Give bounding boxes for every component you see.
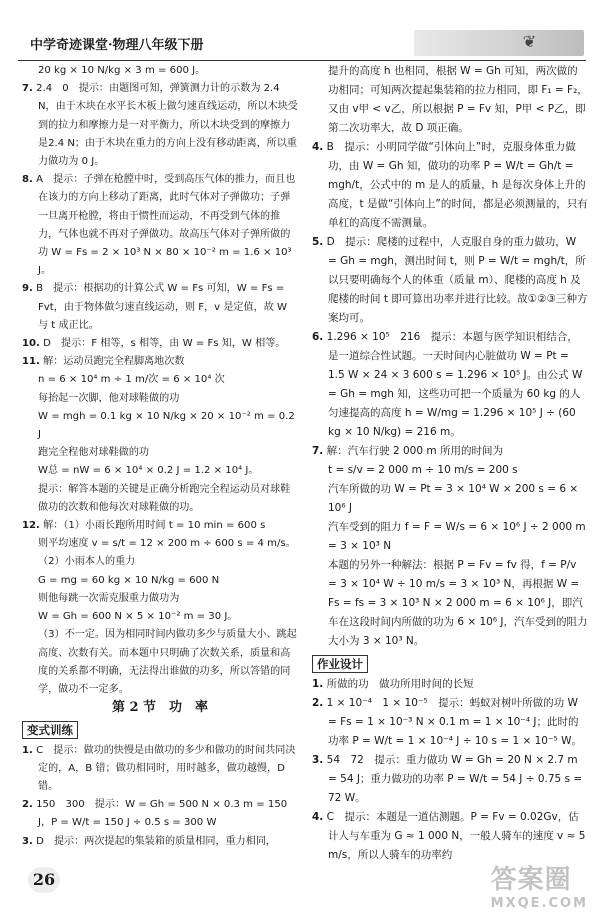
left-column xyxy=(22,62,298,851)
answer-item xyxy=(22,171,298,280)
answer-line: n = 6 × 10⁴ m ÷ 1 m/次 = 6 × 10⁴ 次 xyxy=(38,374,225,386)
answer-line: t = s/v = 2 000 m ÷ 10 m/s = 200 s xyxy=(328,464,518,476)
answer-line: （2）小雨本人的重力 xyxy=(38,556,136,568)
answer-item xyxy=(312,694,588,751)
item-number: 5. xyxy=(312,236,324,248)
item-text: 150 300 提示：W = Gh = 500 N × 0.3 m = 150 J，P = W/t = 150 J ÷ 0.5 s = 300 W xyxy=(36,799,288,829)
item-text: 2.4 0 提示：由题图可知，弹簧测力计的示数为 2.4 N，由于木块在水平长木板上做匀速直线运动，所以木块受到的拉力和摩擦力是一对平衡力，所以木块受到的摩擦力是2.4 N；由于木块在重力的方向上没有移动距离，所以重力做功为 0 J。 xyxy=(36,83,298,168)
answer-line: 20 kg × 10 N/kg × 3 m = 600 J。 xyxy=(38,65,206,76)
item-text: 1.296 × 10⁵ 216 提示：本题与医学知识相结合，是一道综合性试题。一天时间内心脏做功 W = Pt = 1.5 W × 24 × 3 600 s = 1.296 × 10⁵ J。由公式 W = Gh = mgh 知，这些功可把一个质量为 60 kg 的人匀速提高的高度 h = W/mg = 1.296 × 10⁵ J ÷ (60 kg × 10 N/kg) = 216 m。 xyxy=(326,331,583,438)
answer-line: 每抬起一次脚，他对球鞋做的功 xyxy=(38,392,180,404)
answer-item xyxy=(312,328,588,442)
item-number: 3. xyxy=(22,835,33,847)
answer-item xyxy=(22,335,298,353)
item-number: 4. xyxy=(312,811,324,823)
answer-line: W = Gh = 600 N × 5 × 10⁻² m = 30 J。 xyxy=(38,611,238,623)
answer-item xyxy=(22,280,298,335)
item-text: D 提示：两次提起的集装箱的质量相同，重力相同， xyxy=(36,835,277,847)
watermark xyxy=(491,859,588,911)
item-number: 1. xyxy=(22,744,33,756)
item-number: 4. xyxy=(312,141,324,153)
answer-item xyxy=(22,742,298,797)
item-number: 7. xyxy=(22,83,33,95)
section-title: 第 2 节 功 率 xyxy=(111,700,209,716)
answer-line: 提示：解答本题的关键是正确分析跑完全程运动员对球鞋做功的次数和他每次对球鞋做的功。 xyxy=(38,483,291,513)
item-text: B 提示：小明同学做“引体向上”时，克服身体重力做功，由 W = Gh 知，做功的功率 P = W/t = Gh/t = mgh/t，公式中的 m 是人的质量，h 是每次身体上升的高度，t 是做“引体向上”的时间，都是必须测量的，只有单杠的高度不需测量。 xyxy=(326,141,588,229)
watermark-url: MXQE.COM xyxy=(490,896,588,911)
answer-line: 跑完全程他对球鞋做的功 xyxy=(38,447,150,459)
butterfly-icon: ❦ xyxy=(522,32,536,51)
item-text: 解：（1）小雨长跑所用时间 t = 10 min = 600 s xyxy=(43,520,266,532)
answer-item xyxy=(312,138,588,233)
answer-item xyxy=(312,442,588,461)
item-number: 7. xyxy=(312,445,324,457)
item-text: B 提示：根据功的计算公式 W = Fs 可知，W = Fs = Fvt，由于物体做匀速直线运动，则 F，v 是定值，故 W 与 t 成正比。 xyxy=(36,283,287,331)
box-heading-row xyxy=(312,651,588,675)
item-text: 解：汽车行驶 2 000 m 所用的时间为 xyxy=(326,445,503,457)
book-title: 中学奇迹课堂·物理八年级下册 xyxy=(30,38,204,53)
page-number: 26 xyxy=(28,867,60,893)
watermark-text: 答案圈 xyxy=(490,865,572,895)
item-number: 9. xyxy=(22,283,33,295)
answer-line: 则他每跳一次需克服重力做功为 xyxy=(38,592,180,604)
answer-line: 汽车所做的功 W = Pt = 3 × 10⁴ W × 200 s = 6 × 10⁶ J xyxy=(328,483,579,514)
answer-line: 提升的高度 h 也相同，根据 W = Gh 可知，两次做的功相同；可知两次提起集装箱的拉力相同，即 F₁ = F₂，又由 v甲 < v乙，所以根据 P = Fv 知，P甲 < P乙，即第二次功率大，故 D 项正确。 xyxy=(328,65,588,134)
item-number: 2. xyxy=(312,697,324,709)
box-heading: 作业设计 xyxy=(312,655,368,673)
answer-line: W = mgh = 0.1 kg × 10 N/kg × 20 × 10⁻² m = 0.2 J xyxy=(38,410,295,441)
item-text: 所做的功 做功所用时间的长短 xyxy=(326,678,474,690)
item-number: 1. xyxy=(312,678,324,690)
item-text: 解：运动员跑完全程脚离地次数 xyxy=(43,356,185,368)
answer-line: 汽车受到的阻力 f = F = W/s = 6 × 10⁶ J ÷ 2 000 m = 3 × 10³ N xyxy=(328,521,586,552)
item-number: 8. xyxy=(22,174,33,186)
right-column xyxy=(312,62,588,865)
item-text: C 提示：做功的快慢是由做功的多少和做功的时间共同决定的，A，B 错；做功相同时，用时越多，做功越慢，D 错。 xyxy=(36,744,296,792)
item-text: D 提示：爬楼的过程中，人克服自身的重力做功，W = Gh = mgh，测出时间 t，则 P = W/t = mgh/t，所以只要明确每个人的体重（质量 m）、爬楼的高度 h 及爬楼的时间 t 即可算出功率并进行比较。故①②③三种方案均可。 xyxy=(326,236,588,324)
answer-item xyxy=(22,517,298,535)
answer-line: G = mg = 60 kg × 10 N/kg = 600 N xyxy=(38,574,220,586)
box-heading: 变式训练 xyxy=(22,721,78,739)
item-text: A 提示：子弹在枪膛中时，受到高压气体的推力，而且也在该力的方向上移动了距离，此时气体对子弹做功；子弹一旦离开枪膛，将由于惯性而运动，不再受到气体的推力，气体也就不再对子弹做功。故高压气体对子弹所做的功 W = Fs = 2 × 10³ N × 80 × 10⁻² m = 1.6 × 10³ J。 xyxy=(36,174,296,277)
item-text: 1 × 10⁻⁴ 1 × 10⁻⁵ 提示：蚂蚁对树叶所做的功 W = Fs = 1 × 10⁻³ N × 0.1 m = 1 × 10⁻⁴ J；此时的功率 P = W/t = 1 × 10⁻⁴ J ÷ 10 s = 1 × 10⁻⁵ W。 xyxy=(326,697,582,747)
item-text: 54 72 提示：重力做功 W = Gh = 20 N × 2.7 m = 54 J；重力做功的功率 P = W/t = 54 J ÷ 0.75 s = 72 W。 xyxy=(326,754,583,804)
answer-item xyxy=(22,796,298,832)
page-header xyxy=(18,30,586,61)
header-banner xyxy=(414,30,584,56)
answer-item xyxy=(312,808,588,865)
answer-line: 本题的另外一种解法：根据 P = Fv = fv 得，f = P/v = 3 × 10⁴ W ÷ 10 m/s = 3 × 10³ N，再根据 W = Fs = fs = 3 × 10³ N × 2 000 m = 6 × 10⁶ J，即汽车在这段时间内所做的功为 6 × 10⁶ J，汽车受到的阻力大小为 3 × 10³ N。 xyxy=(328,559,588,647)
answer-line: 则平均速度 v = s/t = 12 × 200 m ÷ 600 s = 4 m/s。 xyxy=(38,538,296,550)
item-number: 11. xyxy=(22,356,40,368)
item-number: 12. xyxy=(22,520,40,532)
item-number: 6. xyxy=(312,331,324,343)
answer-item xyxy=(22,80,298,171)
item-number: 10. xyxy=(22,338,40,350)
answer-item xyxy=(22,833,298,851)
answer-item xyxy=(312,675,588,694)
answer-line: （3）不一定。因为相同时间内做功多少与质量大小、跳起高度、次数有关。而本题中只明确了次数关系，质量和高度的关系都不明确，无法得出谁做的功多，所以答错的同学，做功不一定多。 xyxy=(38,629,297,695)
answer-line: W总 = nW = 6 × 10⁴ × 0.2 J = 1.2 × 10⁴ J。 xyxy=(38,465,259,477)
item-text: C 提示：本题是一道估测题。P = Fv = 0.02Gv，估计人与车重为 G ≈ 1 000 N，一般人骑车的速度 v ≈ 5 m/s，所以人骑车的功率约 xyxy=(326,811,586,861)
answer-item xyxy=(312,751,588,808)
box-heading-row xyxy=(22,717,298,741)
item-text: D 提示：F 相等，s 相等，由 W = Fs 知，W 相等。 xyxy=(43,338,286,350)
answer-item xyxy=(22,353,298,371)
item-number: 3. xyxy=(312,754,324,766)
answer-item xyxy=(312,233,588,328)
item-number: 2. xyxy=(22,799,33,811)
